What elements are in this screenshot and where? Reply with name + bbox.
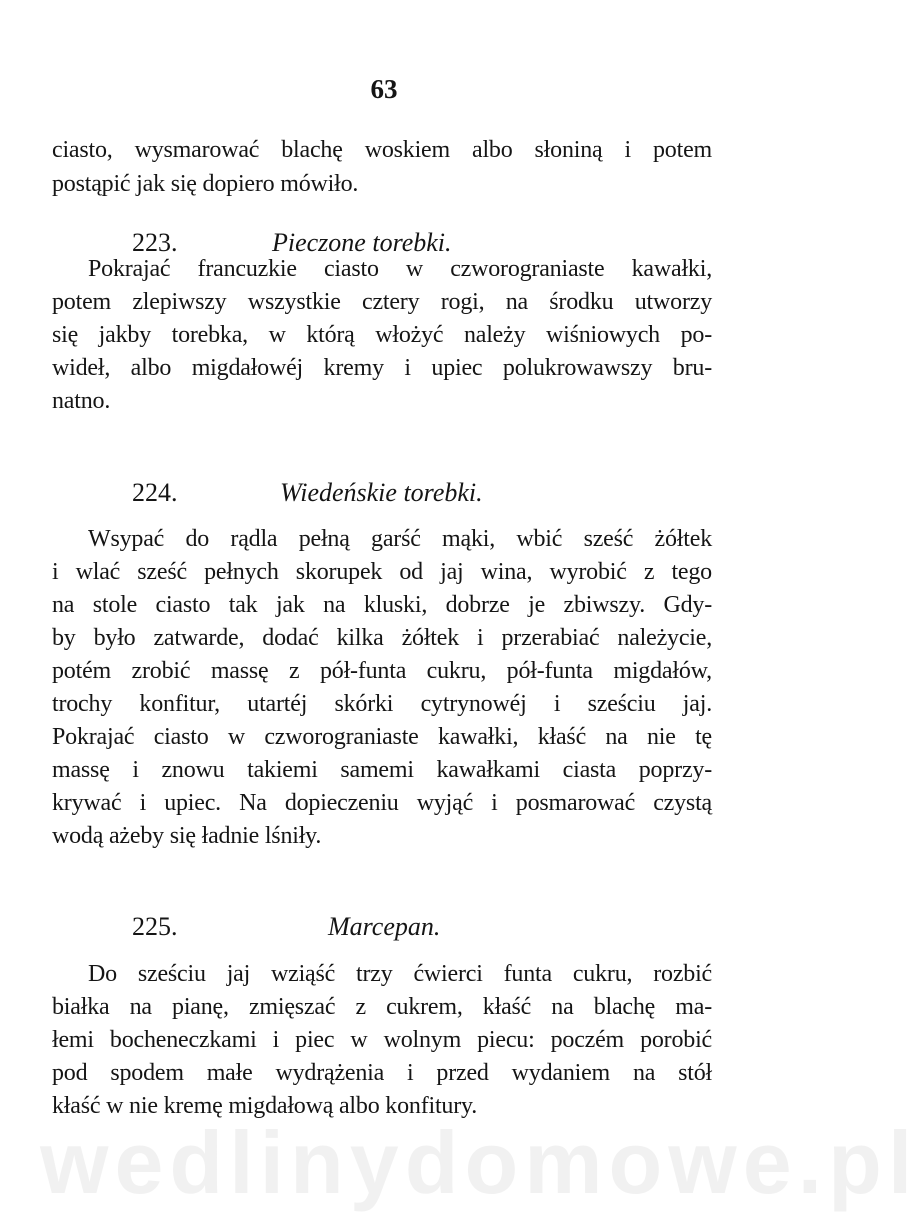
recipe-number: 223. [132, 228, 178, 257]
text-line: ciasto, wysmarować blachę woskiem albo słoniną i potem [52, 137, 712, 163]
text-line: Pokrajać francuzkie ciasto w czworograniaste kawałki, [88, 256, 712, 282]
text-line: krywać i upiec. Na dopieczeniu wyjąć i posmarować czystą [52, 790, 712, 816]
text-line: trochy konfitur, utartéj skórki cytrynowéj i sześciu jaj. [52, 691, 712, 717]
text-line: potem zlepiwszy wszystkie cztery rogi, na środku utworzy [52, 289, 712, 315]
intro-paragraph [52, 133, 712, 201]
text-line: natno. [52, 388, 111, 414]
text-line: Pokrajać ciasto w czworograniaste kawałki, kłaść na nie tę [52, 724, 712, 750]
text-line: Do sześciu jaj wziąść trzy ćwierci funta cukru, rozbić [88, 961, 712, 987]
recipe-body-224 [52, 523, 712, 853]
watermark: wedlinydomowe.pl [40, 1113, 918, 1212]
text-line: wideł, albo migdałowéj kremy i upiec polukrowawszy bru- [52, 355, 712, 381]
recipe-number: 225. [132, 912, 178, 941]
text-line: potém zrobić massę z pół-funta cukru, pół-funta migdałów, [52, 658, 712, 684]
text-line: postąpić jak się dopiero mówiło. [52, 171, 359, 197]
recipe-heading-225 [0, 912, 768, 948]
text-line: pod spodem małe wydrążenia i przed wydaniem na stół [52, 1060, 712, 1086]
recipe-title: Marcepan. [328, 912, 441, 941]
recipe-title: Wiedeńskie torebki. [280, 478, 483, 507]
text-line: Wsypać do rądla pełną garść mąki, wbić sześć żółtek [88, 526, 712, 552]
text-line: się jakby torebka, w którą włożyć należy wiśniowych po- [52, 322, 712, 348]
recipe-body-225 [52, 958, 712, 1123]
text-line: na stole ciasto tak jak na kluski, dobrze je zbiwszy. Gdy- [52, 592, 712, 618]
text-line: i wlać sześć pełnych skorupek od jaj wina, wyrobić z tego [52, 559, 712, 585]
text-line: łemi bocheneczkami i piec w wolnym piecu: poczém porobić [52, 1027, 712, 1053]
text-line: massę i znowu takiemi samemi kawałkami ciasta poprzy- [52, 757, 712, 783]
text-line: białka na pianę, zmięszać z cukrem, kłaść na blachę ma- [52, 994, 712, 1020]
recipe-heading-224 [0, 478, 768, 514]
text-line: kłaść w nie kremę migdałową albo konfitury. [52, 1093, 478, 1119]
recipe-title: Pieczone torebki. [272, 228, 452, 257]
recipe-body-223 [52, 253, 712, 418]
page-number: 63 [370, 74, 398, 104]
text-line: wodą ażeby się ładnie lśniły. [52, 823, 322, 849]
recipe-number: 224. [132, 478, 178, 507]
text-line: by było zatwarde, dodać kilka żółtek i przerabiać należycie, [52, 625, 712, 651]
